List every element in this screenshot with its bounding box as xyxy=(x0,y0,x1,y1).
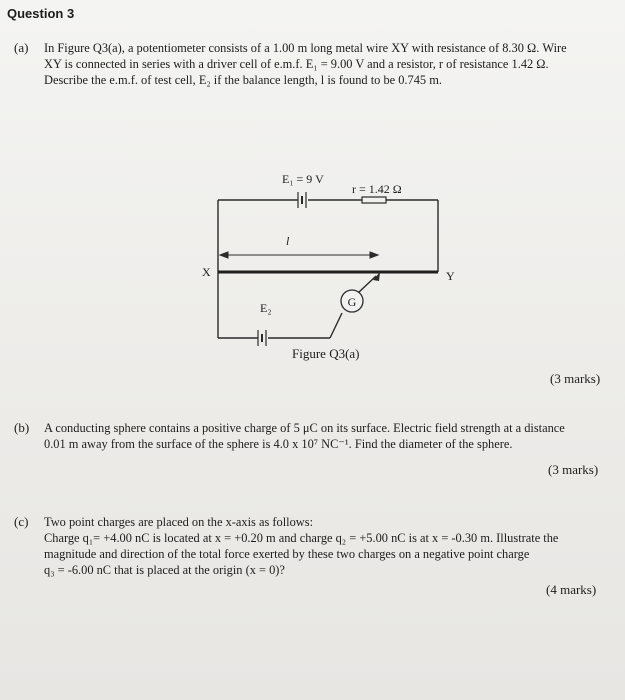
part-b-line: 0.01 m away from the surface of the sphere is 4.0 x 10⁷ NC⁻¹. Find the diameter of the sphere. xyxy=(44,437,513,451)
part-b-marks: (3 marks) xyxy=(548,462,599,477)
part-c-line: magnitude and direction of the total force exerted by these two charges on a negative point charge xyxy=(44,547,530,561)
e1-label: E₁ = 9 V xyxy=(282,172,324,186)
jockey-lead xyxy=(358,276,376,293)
part-a-line: XY is connected in series with a driver cell of e.m.f. E₁ = 9.00 V and a resistor, r of resistance 1.42 Ω. xyxy=(44,57,549,71)
part-a-line: Describe the e.m.f. of test cell, E₂ if the balance length, l is found to be 0.745 m. xyxy=(44,73,442,87)
part-c-line: Charge q₁= +4.00 nC is located at x = +0.20 m and charge q₂ = +5.00 nC is at x = -0.30 m. Illustrate the xyxy=(44,531,559,545)
part-b xyxy=(14,420,619,456)
question-title: Question 3 xyxy=(7,6,75,21)
y-label: Y xyxy=(446,269,455,283)
part-c-line: Two point charges are placed on the x-axis as follows: xyxy=(44,515,314,529)
galvanometer-lead xyxy=(330,313,342,338)
part-a-label: (a) xyxy=(14,40,29,55)
part-a-line: In Figure Q3(a), a potentiometer consists of a 1.00 m long metal wire XY with resistance of 8.30 Ω. Wire xyxy=(44,41,567,55)
l-label: l xyxy=(286,234,290,248)
galvanometer-label: G xyxy=(347,295,357,309)
x-label: X xyxy=(202,265,211,279)
figure-caption: Figure Q3(a) xyxy=(292,346,360,361)
part-a-marks: (3 marks) xyxy=(550,371,601,386)
part-c xyxy=(14,514,619,584)
resistor-r xyxy=(362,197,386,203)
part-a-text xyxy=(44,40,619,88)
part-b-line: A conducting sphere contains a positive charge of 5 μC on its surface. Electric field strength at a distance xyxy=(44,421,565,435)
part-b-label: (b) xyxy=(14,420,30,435)
part-a xyxy=(14,40,619,94)
part-c-marks: (4 marks) xyxy=(546,582,597,597)
test-cell-e2 xyxy=(258,330,266,346)
r-label: r = 1.42 Ω xyxy=(352,182,402,196)
part-c-text xyxy=(44,514,619,578)
part-b-text xyxy=(44,420,619,452)
balance-length-arrow xyxy=(220,252,378,258)
part-c-line: q₃ = -6.00 nC that is placed at the origin (x = 0)? xyxy=(44,563,285,577)
e2-label: E₂ xyxy=(260,301,272,315)
part-c-label: (c) xyxy=(14,514,29,529)
potentiometer-circuit-diagram xyxy=(190,168,465,348)
driver-cell-e1 xyxy=(298,192,306,208)
